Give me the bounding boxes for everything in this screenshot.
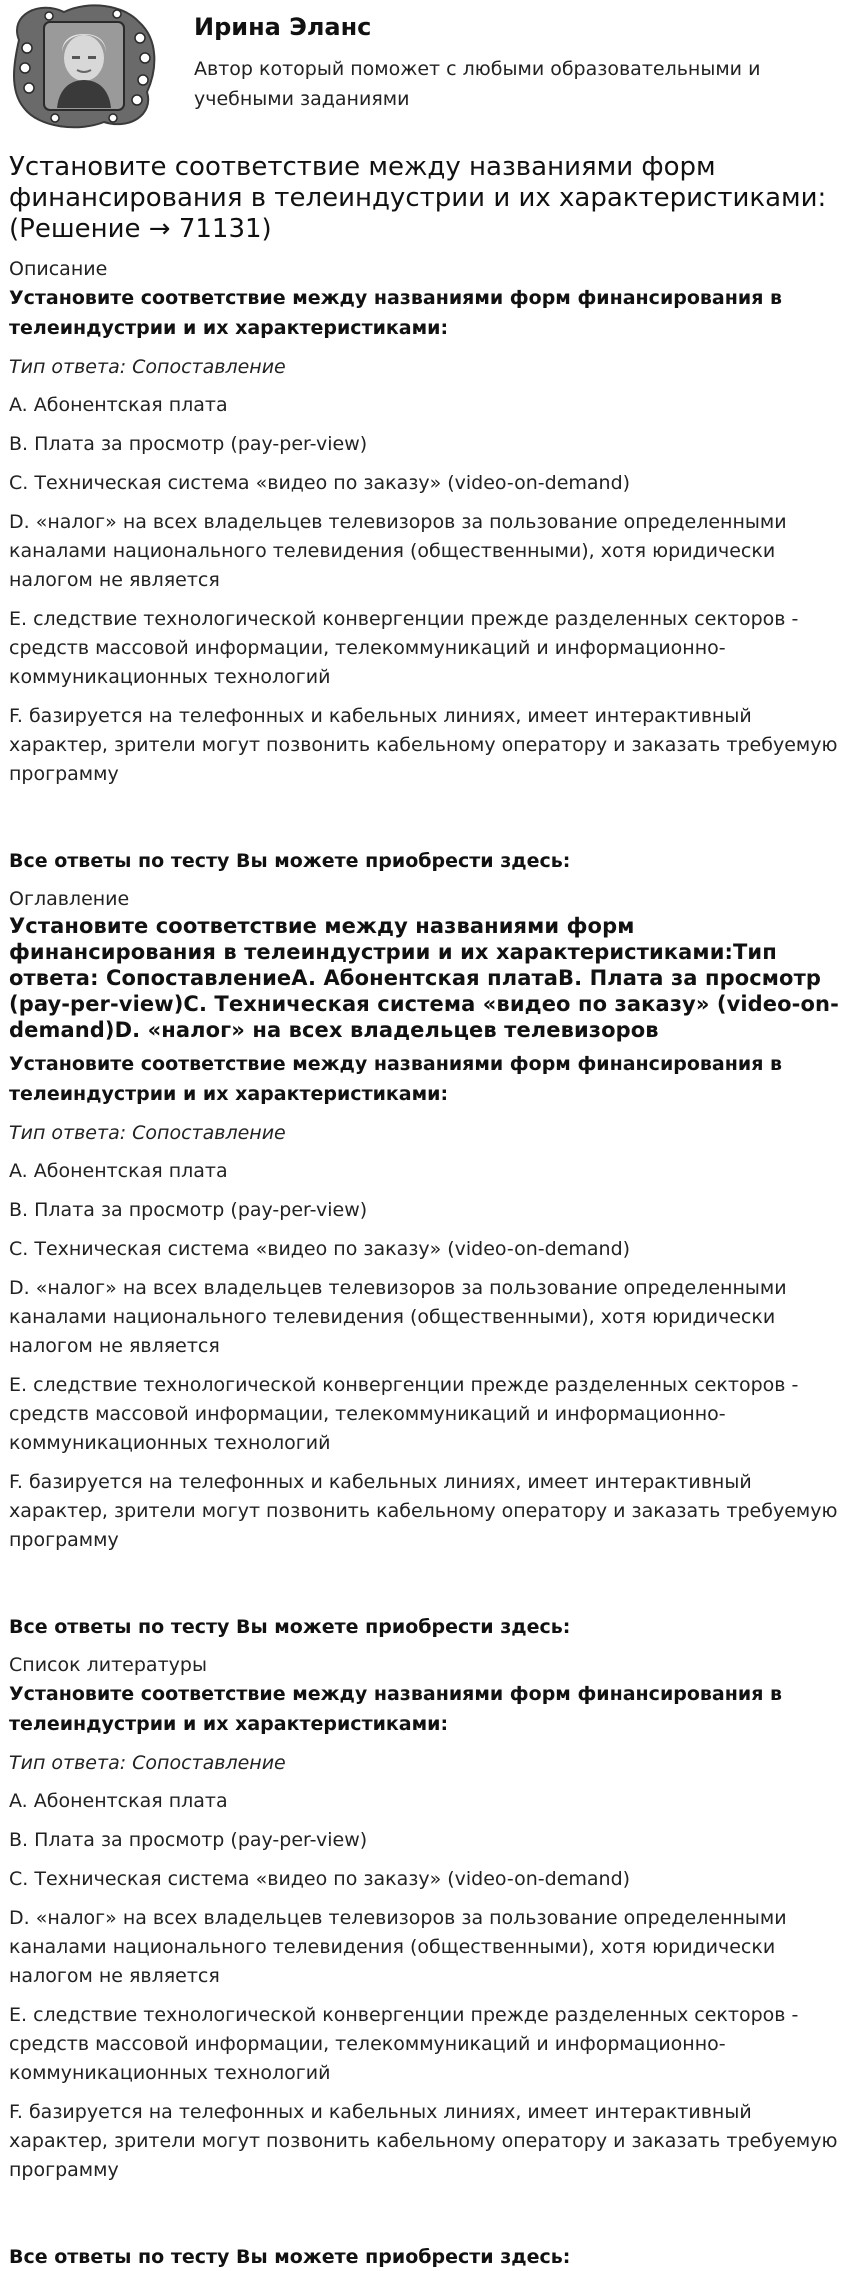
option-c: C. Техническая система «видео по заказу» (video-on-demand) (9, 1868, 631, 1890)
option-b: B. Плата за просмотр (pay-per-view) (9, 1199, 368, 1221)
option-f: F. базируется на телефонных и кабельных линиях, имеет интерактивный характер, зрители могут позвонить кабельному оператору и заказать требуемую программу (9, 705, 838, 785)
option-a: A. Абонентская плата (9, 1790, 228, 1812)
literature-section (9, 1651, 839, 2271)
question-title: Установите соответствие между названиями форм финансирования в телеиндустрии и их характеристиками: (9, 1683, 783, 1735)
toc-heading: Установите соответствие между названиями форм финансирования в телеиндустрии и их характеристиками:Тип ответа: СопоставлениеA. Абонентская платаB. Плата за просмотр (pay-per-view)C. Техническая система «видео по заказу» (video-on-demand)D. «налог» на всех владельцев телевизоров (9, 914, 839, 1042)
section-label-toc: Оглавление (9, 888, 130, 910)
option-c: C. Техническая система «видео по заказу» (video-on-demand) (9, 472, 631, 494)
author-card (9, 0, 839, 140)
option-f: F. базируется на телефонных и кабельных линиях, имеет интерактивный характер, зрители могут позвонить кабельному оператору и заказать требуемую программу (9, 1471, 838, 1551)
buy-answers-text: Все ответы по тесту Вы можете приобрести здесь: (9, 850, 571, 872)
toc-section (9, 885, 839, 1641)
film-frame-icon (9, 0, 159, 130)
section-label-literature: Список литературы (9, 1654, 207, 1676)
section-label-description: Описание (9, 258, 108, 280)
question-title: Установите соответствие между названиями форм финансирования в телеиндустрии и их характеристиками: (9, 287, 783, 339)
option-f: F. базируется на телефонных и кабельных линиях, имеет интерактивный характер, зрители могут позвонить кабельному оператору и заказать требуемую программу (9, 2101, 838, 2181)
option-a: A. Абонентская плата (9, 1160, 228, 1182)
answer-type: Тип ответа: Сопоставление (9, 1752, 286, 1774)
answer-type: Тип ответа: Сопоставление (9, 1122, 286, 1144)
question-title: Установите соответствие между названиями форм финансирования в телеиндустрии и их характеристиками: (9, 1053, 783, 1105)
option-e: E. следствие технологической конвергенции прежде разделенных секторов - средств массовой информации, телекоммуникаций и информационно-коммуникационных технологий (9, 608, 799, 688)
answer-type: Тип ответа: Сопоставление (9, 356, 286, 378)
option-d: D. «налог» на всех владельцев телевизоров за пользование определенными каналами национального телевидения (общественными), хотя юридически налогом не является (9, 1277, 787, 1357)
avatar[interactable] (9, 0, 169, 140)
page-title: Установите соответствие между названиями форм финансирования в телеиндустрии и их характеристиками: (Решение → 71131) (9, 152, 827, 244)
description-section (9, 255, 839, 875)
option-b: B. Плата за просмотр (pay-per-view) (9, 433, 368, 455)
buy-answers-text: Все ответы по тесту Вы можете приобрести здесь: (9, 2246, 571, 2268)
option-e: E. следствие технологической конвергенции прежде разделенных секторов - средств массовой информации, телекоммуникаций и информационно-коммуникационных технологий (9, 2004, 799, 2084)
author-name[interactable]: Ирина Эланс (194, 13, 372, 41)
option-b: B. Плата за просмотр (pay-per-view) (9, 1829, 368, 1851)
buy-answers-text: Все ответы по тесту Вы можете приобрести здесь: (9, 1616, 571, 1638)
option-d: D. «налог» на всех владельцев телевизоров за пользование определенными каналами национального телевидения (общественными), хотя юридически налогом не является (9, 1907, 787, 1987)
option-a: A. Абонентская плата (9, 394, 228, 416)
option-e: E. следствие технологической конвергенции прежде разделенных секторов - средств массовой информации, телекоммуникаций и информационно-коммуникационных технологий (9, 1374, 799, 1454)
author-description: Автор который поможет с любыми образовательными и учебными заданиями (194, 58, 761, 110)
option-c: C. Техническая система «видео по заказу» (video-on-demand) (9, 1238, 631, 1260)
option-d: D. «налог» на всех владельцев телевизоров за пользование определенными каналами национального телевидения (общественными), хотя юридически налогом не является (9, 511, 787, 591)
